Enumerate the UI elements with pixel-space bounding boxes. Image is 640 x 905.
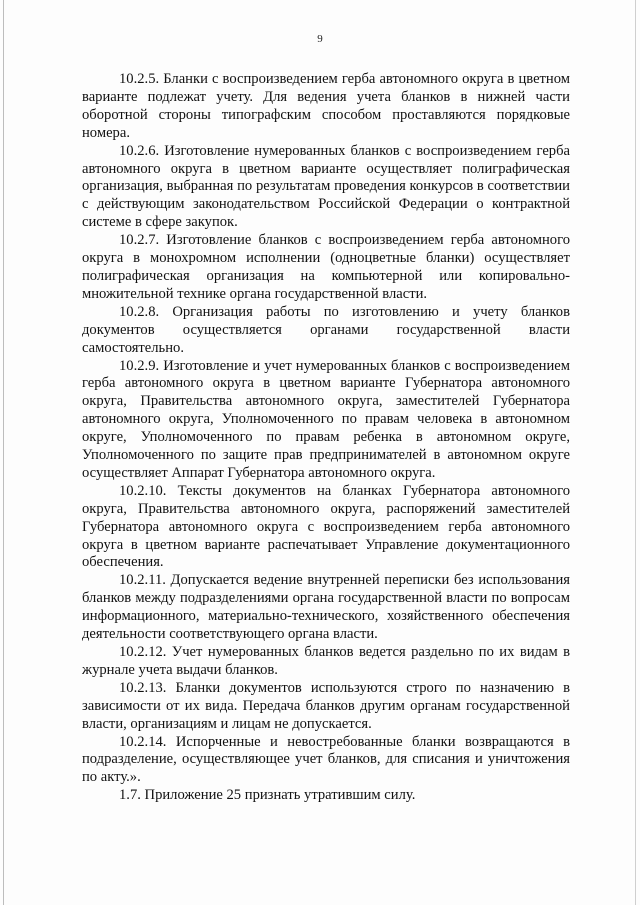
paragraph-10-2-5: 10.2.5. Бланки с воспроизведением герба автономного округа в цветном варианте подлежат учету. Для ведения учета бланков в нижней части оборотной стороны типографским способом проставляются порядковые номера. — [82, 71, 570, 141]
scan-edge-right — [635, 0, 636, 905]
paragraph-10-2-10: 10.2.10. Тексты документов на бланках Губернатора автономного округа, Правительства автономного округа, распоряжений заместителей Губернатора автономного округа с воспроизведением герба автономного округа в цветном варианте распечатывает Управление документационного обеспечения. — [82, 482, 570, 571]
paragraph-10-2-14: 10.2.14. Испорченные и невостребованные бланки возвращаются в подразделение, осуществляющее учет бланков, для списания и уничтожения по акту.». — [82, 733, 570, 786]
paragraph-1-7: 1.7. Приложение 25 признать утратившим силу. — [119, 787, 416, 804]
paragraph-10-2-6: 10.2.6. Изготовление нумерованных бланков с воспроизведением герба автономного округа в цветном варианте осуществляет полиграфическая организация, выбранная по результатам проведения конкурсов в соответствии с действующим законодательством Российской Федерации о контрактной системе в сфере закупок. — [82, 142, 570, 231]
paragraph-10-2-9: 10.2.9. Изготовление и учет нумерованных бланков с воспроизведением герба автономного округа в цветном варианте Губернатора автономного округа, Правительства автономного округа, заместителей Губернатора автономного округа, Уполномоченного по правам человека в автономном округе, Уполномоченного по правам ребенка в автономном округе, Уполномоченного по защите прав предпринимателей в автономном округе осуществляет Аппарат Губернатора автономного округа. — [82, 357, 570, 481]
paragraph-10-2-13: 10.2.13. Бланки документов используются строго по назначению в зависимости от их вида. Передача бланков другим органам государственной власти, организациям и лицам не допускается. — [82, 679, 570, 732]
paragraph-10-2-11: 10.2.11. Допускается ведение внутренней переписки без использования бланков между подразделениями органа государственной власти по вопросам информационного, материально-технического, хозяйственного обеспечения деятельности соответствующего органа власти. — [82, 572, 570, 643]
document-body — [82, 71, 570, 805]
paragraph-10-2-8: 10.2.8. Организация работы по изготовлению и учету бланков документов осуществляется органами государственной власти самостоятельно. — [82, 303, 570, 356]
paragraph-10-2-7: 10.2.7. Изготовление бланков с воспроизведением герба автономного округа в монохромном исполнении (одноцветные бланки) осуществляет полиграфическая организация на компьютерной или копировально-множительной технике органа государственной власти. — [82, 232, 570, 302]
page-number: 9 — [317, 33, 323, 45]
scan-edge-left — [3, 0, 4, 905]
paragraph-10-2-12: 10.2.12. Учет нумерованных бланков ведется раздельно по их видам в журнале учета выдачи бланков. — [82, 644, 570, 678]
